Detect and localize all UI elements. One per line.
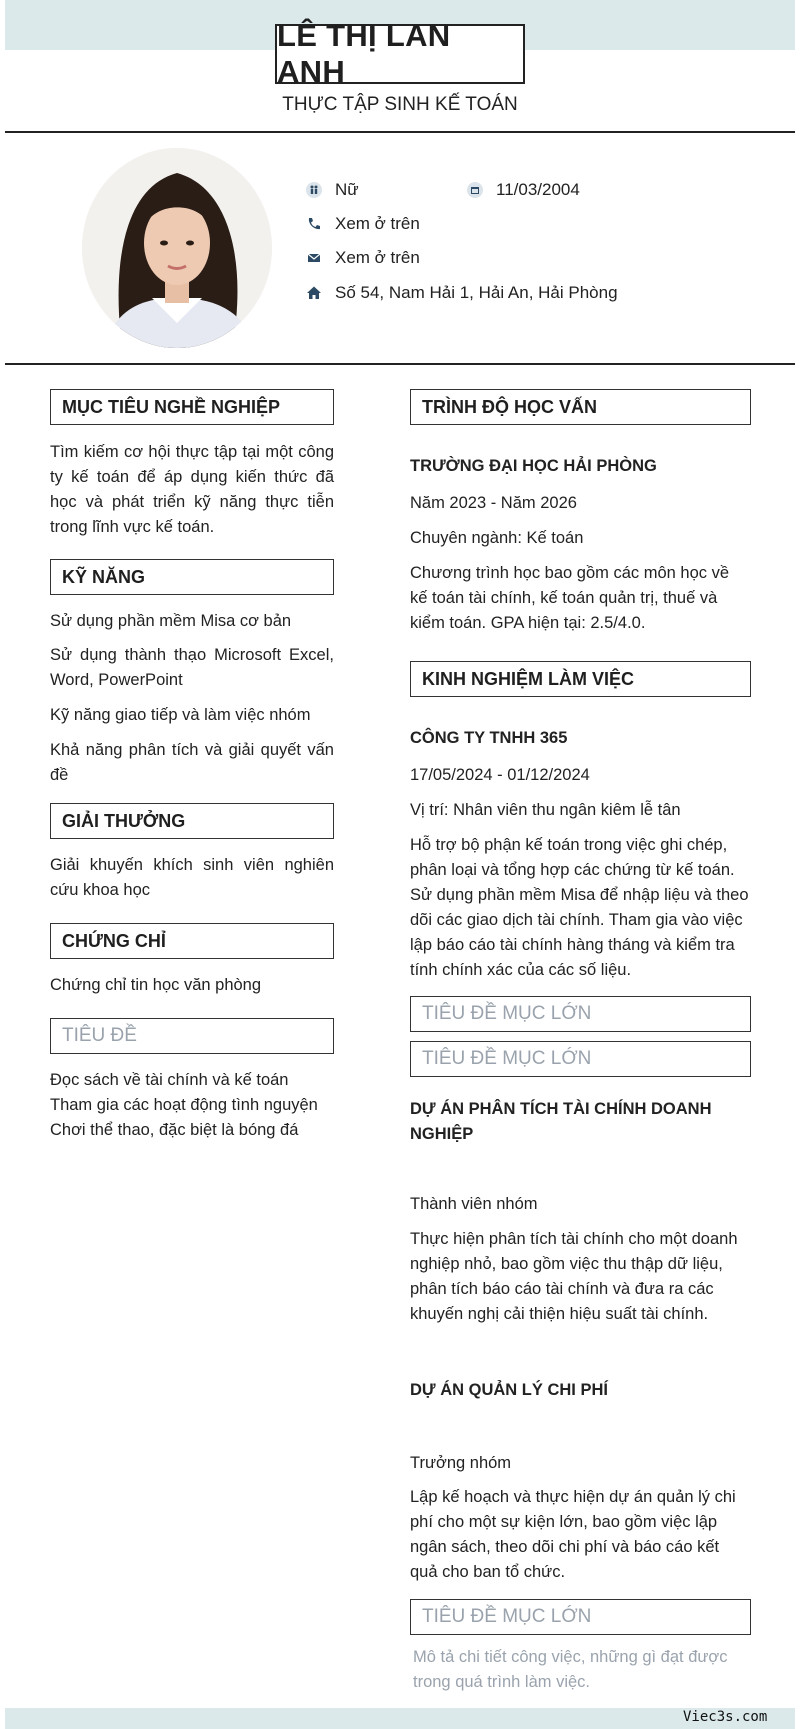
experience-heading: KINH NGHIỆM LÀM VIỆC: [410, 661, 751, 697]
skill-item: Kỹ năng giao tiếp và làm việc nhóm: [50, 706, 311, 724]
address-value: Số 54, Nam Hải 1, Hải An, Hải Phòng: [335, 283, 618, 302]
divider-top: [5, 131, 795, 133]
skill-item: Sử dụng thành thạo Microsoft Excel, Word, PowerPoint: [50, 646, 334, 689]
gender-icon: [305, 181, 323, 199]
school-name: TRƯỜNG ĐẠI HỌC HẢI PHÒNG: [410, 457, 657, 475]
section-heading-placeholder[interactable]: TIÊU ĐỀ MỤC LỚN: [410, 1599, 751, 1635]
objective-text: Tìm kiếm cơ hội thực tập tại một công ty kế toán để áp dụng kiến thức đã học và phát triển kỹ năng thực tiễn trong lĩnh vực kế toán.: [50, 443, 334, 536]
certificates-heading: CHỨNG CHỈ: [50, 923, 334, 959]
education-period: Năm 2023 - Năm 2026: [410, 494, 577, 512]
email-value: Xem ở trên: [335, 248, 420, 267]
awards-heading: GIẢI THƯỞNG: [50, 803, 334, 839]
portrait-illustration: [82, 148, 272, 348]
education-description: Chương trình học bao gồm các môn học về kế toán tài chính, kế toán quản trị, thuế và kiểm toán. GPA hiện tại: 2.5/4.0.: [410, 564, 730, 632]
awards-text: Giải khuyến khích sinh viên nghiên cứu khoa học: [50, 856, 334, 899]
section-heading-placeholder[interactable]: TIÊU ĐỀ MỤC LỚN: [410, 996, 751, 1032]
hobbies-heading-placeholder[interactable]: TIÊU ĐỀ: [50, 1018, 334, 1054]
certificates-text: Chứng chỉ tin học văn phòng: [50, 976, 262, 994]
candidate-name: LÊ THỊ LAN ANH: [275, 24, 525, 84]
project-role: Trưởng nhóm: [410, 1454, 512, 1472]
phone-icon: [305, 215, 323, 233]
birthdate-value: 11/03/2004: [496, 180, 580, 199]
gender-value: Nữ: [335, 180, 359, 199]
education-heading: TRÌNH ĐỘ HỌC VẤN: [410, 389, 751, 425]
phone-value: Xem ở trên: [335, 214, 420, 233]
education-major: Chuyên ngành: Kế toán: [410, 529, 584, 547]
divider-mid: [5, 363, 795, 365]
hobby-item: Tham gia các hoạt động tình nguyện: [50, 1096, 318, 1114]
watermark: Viec3s.com: [683, 1709, 768, 1725]
project-title: DỰ ÁN QUẢN LÝ CHI PHÍ: [410, 1381, 608, 1399]
project-role: Thành viên nhóm: [410, 1195, 538, 1213]
project-title: DỰ ÁN PHÂN TÍCH TÀI CHÍNH DOANH NGHIỆP: [410, 1100, 712, 1143]
experience-position: Vị trí: Nhân viên thu ngân kiêm lễ tân: [410, 801, 681, 819]
job-title: THỰC TẬP SINH KẾ TOÁN: [282, 94, 518, 115]
project-description: Thực hiện phân tích tài chính cho một doanh nghiệp nhỏ, bao gồm việc thu thập dữ liệu, phân tích báo cáo tài chính và đưa ra các khuyến nghị cải thiện hiệu suất tài chính.: [410, 1230, 738, 1323]
email-row: [305, 248, 420, 268]
hobby-item: Chơi thể thao, đặc biệt là bóng đá: [50, 1121, 299, 1139]
address-row: [305, 283, 618, 303]
description-placeholder[interactable]: Mô tả chi tiết công việc, những gì đạt được trong quá trình làm việc.: [413, 1648, 728, 1691]
objective-heading: MỤC TIÊU NGHỀ NGHIỆP: [50, 389, 334, 425]
experience-period: 17/05/2024 - 01/12/2024: [410, 766, 590, 784]
gender-row: [305, 180, 359, 200]
birthdate-row: [466, 180, 580, 200]
company-name: CÔNG TY TNHH 365: [410, 729, 568, 747]
calendar-icon: [466, 181, 484, 199]
experience-description: Hỗ trợ bộ phận kế toán trong việc ghi chép, phân loại và tổng hợp các chứng từ kế toán. Sử dụng phần mềm Misa để nhập liệu và theo dõi các giao dịch tài chính. Tham gia vào việc lập báo cáo tài chính hàng tháng và kiểm tra tính chính xác của các số liệu.: [410, 836, 749, 979]
skills-heading: KỸ NĂNG: [50, 559, 334, 595]
home-icon: [305, 284, 323, 302]
skill-item: Sử dụng phần mềm Misa cơ bản: [50, 612, 292, 630]
hobby-item: Đọc sách về tài chính và kế toán: [50, 1071, 289, 1089]
profile-photo: [82, 148, 272, 348]
section-heading-placeholder[interactable]: TIÊU ĐỀ MỤC LỚN: [410, 1041, 751, 1077]
project-description: Lập kế hoạch và thực hiện dự án quản lý chi phí cho một sự kiện lớn, bao gồm việc lập ngân sách, theo dõi chi phí và báo cáo kết quả cho ban tổ chức.: [410, 1488, 736, 1581]
phone-row: [305, 214, 420, 234]
skill-item: Khả năng phân tích và giải quyết vấn đề: [50, 741, 334, 784]
email-icon: [305, 249, 323, 267]
bottom-accent-band: [5, 1708, 795, 1729]
